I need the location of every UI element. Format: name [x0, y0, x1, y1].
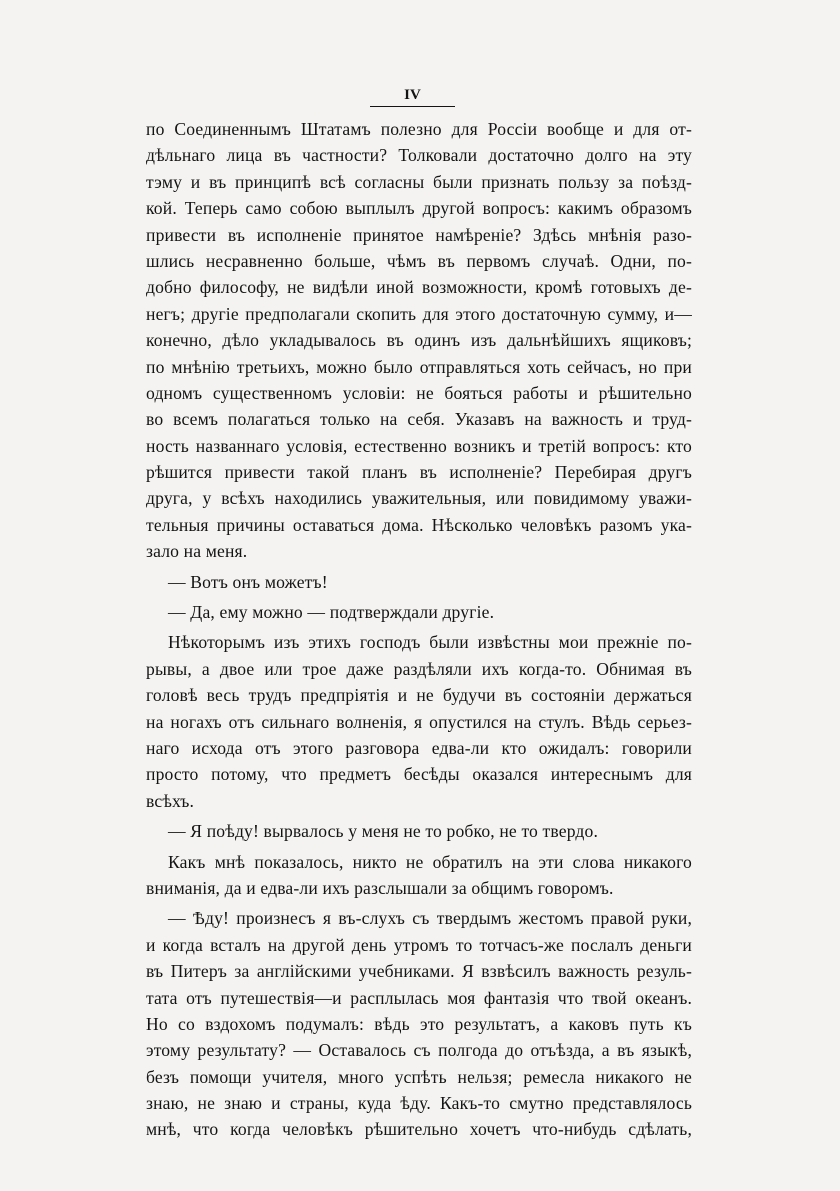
- text-line: дѣльнаго лица въ частности? Толковали достаточно долго на эту: [146, 145, 692, 166]
- text-line: зало на меня.: [146, 541, 248, 562]
- body-text: [146, 116, 692, 1143]
- text-line: негъ; другiе предполагали скопить для этого достаточную сумму, и—: [146, 303, 692, 324]
- text-line: по мнѣнiю третьихъ, можно было отправляться хоть сейчасъ, но при: [146, 356, 692, 377]
- text-line: и когда всталъ на другой день утромъ то тотчасъ-же послалъ деньги: [146, 934, 692, 955]
- text-line: просто потому, что предметъ бесѣды оказался интереснымъ для: [146, 764, 692, 785]
- dialogue-line: — Ѣду! произнесъ я въ-слухъ съ твердымъ жестомъ правой руки,: [168, 908, 692, 929]
- text-line: знаю, не знаю и страны, куда ѣду. Какъ-то смутно представлялось: [146, 1093, 692, 1114]
- text-line: рывы, а двое или трое даже раздѣляли ихъ когда-то. Обнимая въ: [146, 658, 692, 679]
- text-line: мнѣ, что когда человѣкъ рѣшительно хочетъ что-нибудь сдѣлать,: [146, 1119, 692, 1140]
- dialogue-line: — Да, ему можно — подтверждали другiе.: [168, 602, 495, 623]
- text-line: тэму и въ принципѣ всѣ согласны были признать пользу за поѣзд-: [146, 171, 692, 192]
- text-line: безъ помощи учителя, много успѣть нельзя; ремесла никакого не: [146, 1066, 692, 1087]
- text-line: по Соединеннымъ Штатамъ полезно для Россiи вообще и для от-: [146, 119, 692, 139]
- text-line: добно философу, не видѣли иной возможности, кромѣ готовыхъ де-: [146, 277, 692, 298]
- text-line: Нѣкоторымъ изъ этихъ господъ были извѣстны мои прежнiе по-: [168, 632, 692, 653]
- text-line: кой. Теперь само собою выплылъ другой вопросъ: какимъ образомъ: [146, 198, 692, 219]
- dialogue-line: — Я поѣду! вырвалось у меня не то робко, не то твердо.: [168, 821, 599, 842]
- text-line: всѣхъ.: [146, 790, 195, 811]
- text-line: конечно, дѣло укладывалось въ одинъ изъ дальнѣйшихъ ящиковъ;: [146, 330, 692, 351]
- text-line: наго исхода отъ этого разговора едва-ли кто ожидалъ: говорили: [146, 737, 692, 758]
- text-line: въ Питеръ за англiйскими учебниками. Я взвѣсилъ важность резуль-: [146, 961, 692, 982]
- text-line: ность названнаго условiя, естественно возникъ и третiй вопросъ: кто: [146, 435, 692, 456]
- text-line: привести въ исполненiе принятое намѣренiе? Здѣсь мнѣнiя разо-: [146, 224, 692, 245]
- header-rule: [370, 106, 455, 107]
- text-line: во всемъ полагаться только на себя. Указавъ на важность и труд-: [146, 409, 692, 430]
- text-line: вниманiя, да и едва-ли ихъ разслышали за общимъ говоромъ.: [146, 877, 614, 898]
- text-line: на ногахъ отъ сильнаго волненiя, я опустился на стулъ. Вѣдь серьез-: [146, 711, 692, 732]
- text-line: Но со вздохомъ подумалъ: вѣдь это результатъ, а каковъ путь къ: [146, 1013, 692, 1034]
- dialogue-line: — Вотъ онъ можетъ!: [168, 571, 328, 592]
- text-line: Какъ мнѣ показалось, никто не обратилъ на эти слова никакого: [168, 851, 692, 872]
- text-line: головѣ весь трудъ предпрiятiя и не будучи въ состоянiи держаться: [146, 685, 692, 706]
- page-number: IV: [404, 87, 421, 103]
- text-line: тата отъ путешествiя—и расплылась моя фантазiя что твой океанъ.: [146, 987, 692, 1008]
- text-line: одномъ существенномъ условiи: не бояться работы и рѣшительно: [146, 382, 692, 403]
- text-line: рѣшится привести такой планъ въ исполненiе? Перебирая другъ: [146, 462, 692, 483]
- text-line: друга, у всѣхъ находились уважительныя, или повидимому уважи-: [146, 488, 692, 509]
- text-line: шлись несравненно больше, чѣмъ въ первомъ случаѣ. Одни, по-: [146, 250, 692, 271]
- text-line: тельныя причины оставаться дома. Нѣсколько человѣкъ разомъ ука-: [146, 514, 692, 535]
- text-line: этому результату? — Оставалось съ полгода до отъѣзда, а въ языкѣ,: [146, 1040, 692, 1061]
